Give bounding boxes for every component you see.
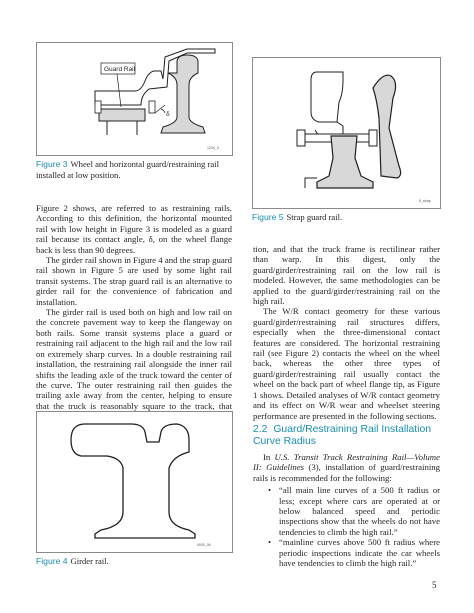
figure-4-drawing xyxy=(37,412,232,552)
bolt-right xyxy=(149,101,155,113)
bolt-head-right xyxy=(369,130,377,146)
left-paragraph-2: The girder rail shown in Figure 4 and the strap guard rail shown in Figure 5 are used by some light rail transit systems. The strap guard rail is an alternative to girder rail for the convenience of fabrication and installation. xyxy=(36,255,232,307)
figure-3-image-id: 1234_3 xyxy=(207,146,219,150)
figure-5-caption xyxy=(252,212,439,223)
bullet-1: • “all main line curves of a 500 ft radius or less; except where cars are operated at or below balanced speed and periodic inspections show that the wheels do not have tendencies to climb the high rail.” xyxy=(253,485,440,537)
figure-5 xyxy=(252,57,441,209)
section-intro xyxy=(253,452,440,483)
section-title: Guard/Restraining Rail Installation Curve Radius xyxy=(253,424,432,447)
figure-4-caption-text: Girder rail. xyxy=(70,556,109,566)
bolt-head-left xyxy=(297,130,305,146)
section-intro-post: (3), installation of guard/restraining rails is recommended for the following: xyxy=(253,462,440,483)
figure-5-caption-text: Strap guard rail. xyxy=(286,212,343,222)
girder-rail xyxy=(71,424,195,538)
angle-marker xyxy=(155,105,165,113)
section-body xyxy=(253,452,440,568)
figure-4-image-id: 0000_04 xyxy=(197,543,211,547)
figure-5-label: Figure 5 xyxy=(252,212,284,222)
strap-guard-rail xyxy=(373,75,401,178)
running-rail xyxy=(161,55,205,133)
bullet-2: • “mainline curves above 500 ft radius where periodic inspections indicate the car wheels have tendencies to climb the high rail.” xyxy=(253,537,440,568)
figure-3-label: Figure 3 xyxy=(36,159,68,169)
running-rail-5 xyxy=(317,136,373,188)
angle-symbol: δ xyxy=(166,111,170,118)
callout-label: Guard Rail xyxy=(104,66,136,73)
page-number: 5 xyxy=(432,580,437,590)
left-column-text xyxy=(36,203,232,422)
section-bullet-list xyxy=(253,485,440,568)
figure-5-image-id: 5_strap xyxy=(419,199,431,203)
right-column-text xyxy=(253,244,440,421)
bolt-left xyxy=(95,101,101,113)
right-paragraph-2: The W/R contact geometry for these various guard/girder/restraining rail structures differs, especially when the three-dimensional contact features are considered. The horizontal restraining rail (see Figure 2) contacts the wheel on the wheel back, whereas the other three types of guard/girder/restraining rail usually contact the wheel on the back part of wheel flange tip, as Figure 1 shows. Detailed analyses of W/R contact geometry and its effect on W/R wear and wheelset steering performance are presented in the following sections. xyxy=(253,306,440,421)
figure-4-label: Figure 4 xyxy=(36,556,68,566)
figure-3-drawing xyxy=(37,43,232,155)
guard-rail-shape xyxy=(99,109,145,121)
right-paragraph-1: tion, and that the truck frame is rectilinear rather than warp. In this digest, only the guard/girder/restraining rail on the low rail is modeled. However, the same methodologies can be applied to the guard/girder/restraining rail on the high rail. xyxy=(253,244,440,307)
wheel-profile xyxy=(95,49,215,105)
figure-3-caption xyxy=(36,159,232,180)
figure-3-caption-text: Wheel and horizontal guard/restraining rail installed at low position. xyxy=(36,159,219,180)
figure-4 xyxy=(36,411,233,553)
left-paragraph-3: The girder rail is used both on high and low rail on the concrete pavement way to keep the flangeway on both rails. Some transit systems place a guard or restraining rail adjacent to the high rail and the low rail on extremely sharp curves. In a double restraining rail installation, the restraining rail alongside the inner rail shifts the leading axle of the truck toward the center of the curve. The outer restraining rail then guides the trailing axle away from the center, helping to ensure that the truck is reasonably square to the track, that xyxy=(36,307,232,411)
left-paragraph-1: Figure 2 shows, are referred to as restraining rails. According to this definition, the horizontal mounted rail with low height in Figure 3 is modeled as a guard rail because its contact angle, δ, on the wheel flange back is less than 90 degrees. xyxy=(36,203,232,255)
guard-rail-supports xyxy=(107,121,137,135)
wheel-outline xyxy=(311,72,343,122)
section-intro-pre: In xyxy=(263,452,275,462)
figure-5-drawing xyxy=(253,58,440,208)
section-intro-title: U.S. Transit Track Restraining Rail—Volume II: Guidelines xyxy=(253,452,440,473)
section-number: 2.2 xyxy=(253,424,268,435)
base-plate xyxy=(305,178,317,188)
figure-3 xyxy=(36,42,233,156)
section-heading xyxy=(253,424,443,448)
figure-4-caption xyxy=(36,556,232,567)
